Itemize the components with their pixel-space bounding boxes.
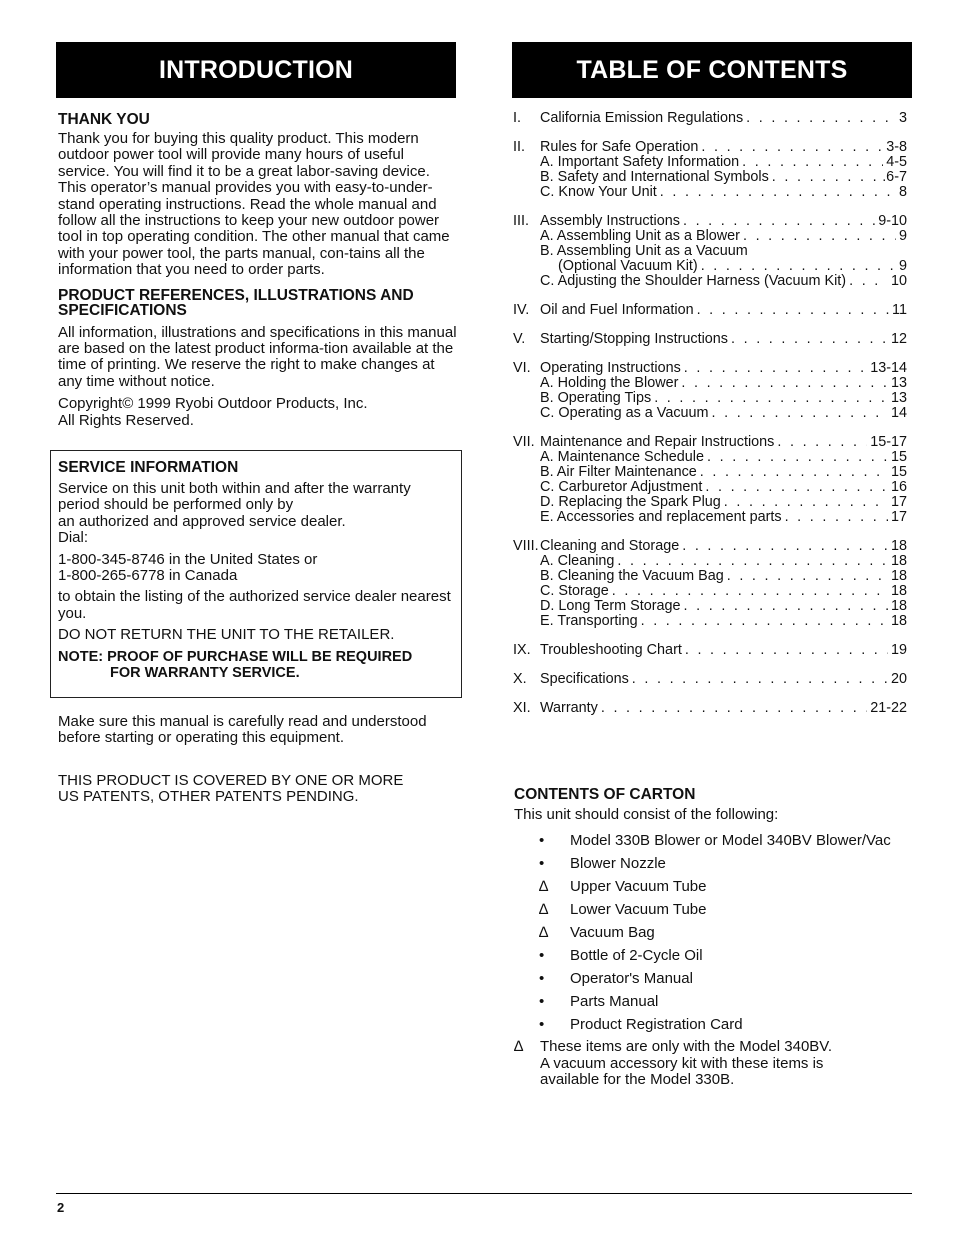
toc-subentry-label: D. Long Term Storage xyxy=(540,598,681,614)
toc-entry-label: Troubleshooting Chart xyxy=(540,642,682,658)
page-number: 2 xyxy=(57,1200,65,1215)
toc-leader-dots xyxy=(727,569,888,584)
toc-subentry-label: B. Assembling Unit as a Vacuum xyxy=(540,243,748,259)
toc-subentry-page: 14 xyxy=(890,405,907,421)
toc-leader-dots xyxy=(684,361,867,376)
introduction-banner: INTRODUCTION xyxy=(56,42,456,98)
toc-entry-page: 3-8 xyxy=(886,139,907,155)
toc-subentry-page: 15 xyxy=(890,449,907,465)
service-phones: 1-800-345-8746 in the United States or 1-800-265-6778 in Canada xyxy=(58,550,318,585)
carton-item xyxy=(514,852,914,875)
toc-subentry xyxy=(513,244,907,259)
bullet-icon: • xyxy=(539,831,545,849)
toc-subentry-page: 4-5 xyxy=(886,154,907,170)
bullet-icon: • xyxy=(539,969,545,987)
toc-subentry-label: A. Maintenance Schedule xyxy=(540,449,705,465)
toc-subentry-label: (Optional Vacuum Kit) xyxy=(558,258,698,274)
toc-leader-dots xyxy=(683,214,875,229)
do-not-return-text: DO NOT RETURN THE UNIT TO THE RETAILER. xyxy=(58,626,395,644)
carton-item-text: Bottle of 2-Cycle Oil xyxy=(570,946,703,964)
table-of-contents-list xyxy=(513,111,907,730)
toc-entry xyxy=(513,111,907,126)
toc-subentry-label: A. Assembling Unit as a Blower xyxy=(540,228,740,244)
toc-subentry xyxy=(513,495,907,510)
toc-entry-label: Cleaning and Storage xyxy=(540,538,680,554)
toc-subentry-label: B. Cleaning the Vacuum Bag xyxy=(540,568,724,584)
toc-subentry-page: 18 xyxy=(890,553,907,569)
carton-footnote xyxy=(514,1039,914,1088)
thank-you-heading: THANK YOU xyxy=(58,111,150,128)
carton-item-text: Product Registration Card xyxy=(570,1015,743,1033)
toc-entry-number: II. xyxy=(513,139,525,155)
service-heading: SERVICE INFORMATION xyxy=(58,459,239,476)
toc-leader-dots xyxy=(697,303,889,318)
contents-of-carton xyxy=(514,787,914,1089)
toc-leader-dots xyxy=(701,259,896,274)
toc-subentry xyxy=(513,170,907,185)
toc-subentry-page: 17 xyxy=(890,509,907,525)
carton-item xyxy=(514,944,914,967)
toc-subentry-page: 9 xyxy=(898,258,907,274)
toc-leader-dots xyxy=(742,155,883,170)
toc-subentry-label: B. Operating Tips xyxy=(540,390,652,406)
carton-footnote-text: These items are only with the Model 340BV. A vacuum accessory kit with these items is available for the Model 330B. xyxy=(540,1038,833,1089)
copyright-text: Copyright© 1999 Ryobi Outdoor Products, Inc. All Rights Reserved. xyxy=(58,395,368,429)
toc-subentry-page: 10 xyxy=(890,273,907,289)
toc-entry-number: IV. xyxy=(513,302,530,318)
toc-subentry-label: C. Carburetor Adjustment xyxy=(540,479,703,495)
carton-item xyxy=(514,967,914,990)
delta-icon: ∆ xyxy=(539,923,549,941)
toc-entry xyxy=(513,701,907,716)
carton-item xyxy=(514,1013,914,1036)
toc-leader-dots xyxy=(712,406,888,421)
toc-subentry xyxy=(513,259,907,274)
toc-subentry xyxy=(513,406,907,421)
toc-section xyxy=(513,332,907,347)
toc-subentry-label: C. Adjusting the Shoulder Harness (Vacuum Kit) xyxy=(540,273,847,289)
toc-leader-dots xyxy=(777,435,867,450)
toc-leader-dots xyxy=(682,539,888,554)
carton-item-text: Parts Manual xyxy=(570,992,659,1010)
toc-subentry-label: D. Replacing the Spark Plug xyxy=(540,494,721,510)
warranty-note-line1: NOTE: PROOF OF PURCHASE WILL BE REQUIRED xyxy=(58,648,413,665)
toc-entry xyxy=(513,643,907,658)
toc-entry xyxy=(513,435,907,450)
carton-item-text: Operator's Manual xyxy=(570,969,693,987)
toc-subentry-label: B. Safety and International Symbols xyxy=(540,169,769,185)
toc-leader-dots xyxy=(701,140,883,155)
toc-entry-page: 11 xyxy=(892,302,907,318)
read-manual-text: Make sure this manual is carefully read and understood before starting or operating this equipment. xyxy=(58,713,427,747)
toc-subentry-label: E. Accessories and replacement parts xyxy=(540,509,782,525)
toc-entry-label: California Emission Regulations xyxy=(540,110,744,126)
toc-subentry-page: 15 xyxy=(890,464,907,480)
toc-leader-dots xyxy=(700,465,888,480)
toc-section xyxy=(513,672,907,687)
carton-intro: This unit should consist of the following: xyxy=(514,806,779,823)
bullet-icon: • xyxy=(539,992,545,1010)
toc-leader-dots xyxy=(707,450,888,465)
toc-entry xyxy=(513,539,907,554)
warranty-note xyxy=(58,649,454,682)
toc-entry xyxy=(513,214,907,229)
toc-subentry-page: 18 xyxy=(890,613,907,629)
toc-subentry xyxy=(513,155,907,170)
toc-entry-number: VIII. xyxy=(513,538,539,554)
toc-entry-label: Warranty xyxy=(540,700,598,716)
toc-subentry-label: E. Transporting xyxy=(540,613,638,629)
toc-entry-label: Operating Instructions xyxy=(540,360,681,376)
toc-leader-dots xyxy=(731,332,888,347)
toc-subentry xyxy=(513,480,907,495)
toc-entry xyxy=(513,332,907,347)
toc-leader-dots xyxy=(641,614,888,629)
toc-entry-page: 20 xyxy=(890,671,907,687)
references-body: All information, illustrations and specifications in this manual are based on the latest product informa-tion available at the time of printing. We reserve the right to make changes at any time without notice. xyxy=(58,323,457,390)
delta-icon: ∆ xyxy=(514,1038,524,1056)
toc-subentry-label: C. Storage xyxy=(540,583,609,599)
toc-entry-number: III. xyxy=(513,213,529,229)
carton-item-text: Vacuum Bag xyxy=(570,923,655,941)
toc-subentry xyxy=(513,229,907,244)
carton-item xyxy=(514,829,914,852)
toc-subentry-label: A. Cleaning xyxy=(540,553,615,569)
toc-entry-page: 13-14 xyxy=(870,360,907,376)
carton-item xyxy=(514,898,914,921)
toc-entry-number: XI. xyxy=(513,700,531,716)
toc-subentry-page: 8 xyxy=(898,184,907,200)
carton-item xyxy=(514,875,914,898)
toc-leader-dots xyxy=(660,185,896,200)
toc-subentry-page: 17 xyxy=(890,494,907,510)
service-listing: to obtain the listing of the authorized service dealer nearest you. xyxy=(58,588,451,622)
toc-subentry-page: 9 xyxy=(898,228,907,244)
toc-leader-dots xyxy=(724,495,888,510)
toc-entry xyxy=(513,361,907,376)
toc-leader-dots xyxy=(705,480,888,495)
toc-subentry xyxy=(513,274,907,289)
delta-icon: ∆ xyxy=(539,877,549,895)
toc-entry-page: 15-17 xyxy=(870,434,907,450)
toc-section xyxy=(513,701,907,716)
toc-section xyxy=(513,140,907,200)
toc-entry-label: Maintenance and Repair Instructions xyxy=(540,434,775,450)
toc-subentry-page: 18 xyxy=(890,568,907,584)
patents-text: THIS PRODUCT IS COVERED BY ONE OR MORE US PATENTS, OTHER PATENTS PENDING. xyxy=(58,772,404,806)
toc-subentry xyxy=(513,614,907,629)
toc-subentry-label: A. Important Safety Information xyxy=(540,154,740,170)
toc-entry-number: VI. xyxy=(513,360,531,376)
toc-leader-dots xyxy=(681,376,888,391)
toc-section xyxy=(513,539,907,629)
toc-entry-number: IX. xyxy=(513,642,531,658)
carton-item-text: Lower Vacuum Tube xyxy=(570,900,707,918)
service-body: Service on this unit both within and after the warranty period should be performed only by an authorized and approved service dealer. Dial: xyxy=(58,480,411,547)
toc-entry-page: 18 xyxy=(890,538,907,554)
toc-leader-dots xyxy=(849,274,888,289)
toc-leader-dots xyxy=(612,584,888,599)
carton-heading: CONTENTS OF CARTON xyxy=(514,786,696,803)
toc-entry-label: Oil and Fuel Information xyxy=(540,302,694,318)
bullet-icon: • xyxy=(539,854,545,872)
footer-divider xyxy=(56,1193,912,1194)
toc-subentry-label: C. Operating as a Vacuum xyxy=(540,405,709,421)
toc-section xyxy=(513,214,907,289)
toc-leader-dots xyxy=(654,391,888,406)
bullet-icon: • xyxy=(539,946,545,964)
toc-subentry-page: 13 xyxy=(890,375,907,391)
toc-subentry xyxy=(513,584,907,599)
toc-leader-dots xyxy=(746,111,896,126)
toc-entry xyxy=(513,140,907,155)
delta-icon: ∆ xyxy=(539,900,549,918)
toc-subentry-label: A. Holding the Blower xyxy=(540,375,679,391)
toc-entry-label: Assembly Instructions xyxy=(540,213,680,229)
toc-leader-dots xyxy=(743,229,896,244)
toc-subentry-label: B. Air Filter Maintenance xyxy=(540,464,697,480)
warranty-note-line2: FOR WARRANTY SERVICE. xyxy=(110,665,300,682)
service-information-box xyxy=(50,450,462,698)
carton-item-text: Model 330B Blower or Model 340BV Blower/Vac xyxy=(570,831,891,849)
toc-entry-page: 21-22 xyxy=(870,700,907,716)
table-of-contents-banner: TABLE OF CONTENTS xyxy=(512,42,912,98)
toc-subentry xyxy=(513,450,907,465)
toc-leader-dots xyxy=(601,701,867,716)
toc-section xyxy=(513,361,907,421)
toc-entry-page: 12 xyxy=(890,331,907,347)
toc-entry-number: I. xyxy=(513,110,521,126)
toc-subentry xyxy=(513,185,907,200)
carton-item-text: Blower Nozzle xyxy=(570,854,666,872)
toc-subentry xyxy=(513,510,907,525)
toc-subentry xyxy=(513,569,907,584)
toc-entry-page: 19 xyxy=(890,642,907,658)
thank-you-body: Thank you for buying this quality product. This modern outdoor power tool will provide many hours of useful service. You will find it to be a great labor-saving device. This operator’s manual provides you with easy-to-under-stand operating instructions. Read the whole manual and follow all the instructions to keep your new outdoor power tool in top operating condition. The other manual that came with your power tool, the parts manual, con-tains all the information that you need to order parts. xyxy=(58,130,450,279)
toc-entry-number: V. xyxy=(513,331,526,347)
introduction-column xyxy=(58,112,458,435)
toc-subentry xyxy=(513,554,907,569)
toc-entry-number: VII. xyxy=(513,434,535,450)
toc-entry xyxy=(513,303,907,318)
toc-entry-number: X. xyxy=(513,671,527,687)
toc-subentry-page: 13 xyxy=(890,390,907,406)
toc-subentry xyxy=(513,391,907,406)
toc-subentry xyxy=(513,599,907,614)
toc-subentry-page: 18 xyxy=(890,583,907,599)
toc-entry-page: 3 xyxy=(898,110,907,126)
toc-section xyxy=(513,111,907,126)
toc-subentry-label: C. Know Your Unit xyxy=(540,184,657,200)
carton-item xyxy=(514,921,914,944)
references-heading: PRODUCT REFERENCES, ILLUSTRATIONS AND SPECIFICATIONS xyxy=(58,286,414,319)
toc-leader-dots xyxy=(772,170,879,185)
toc-leader-dots xyxy=(684,599,888,614)
toc-subentry-page: 18 xyxy=(890,598,907,614)
toc-leader-dots xyxy=(685,643,888,658)
toc-subentry-page: .6-7 xyxy=(882,169,907,185)
carton-item-text: Upper Vacuum Tube xyxy=(570,877,707,895)
toc-leader-dots xyxy=(617,554,888,569)
toc-section xyxy=(513,435,907,525)
toc-subentry xyxy=(513,465,907,480)
toc-entry-page: 9-10 xyxy=(878,213,907,229)
toc-entry-label: Rules for Safe Operation xyxy=(540,139,699,155)
toc-leader-dots xyxy=(785,510,888,525)
toc-section xyxy=(513,643,907,658)
bullet-icon: • xyxy=(539,1015,545,1033)
toc-subentry xyxy=(513,376,907,391)
toc-entry-label: Starting/Stopping Instructions xyxy=(540,331,728,347)
toc-entry-label: Specifications xyxy=(540,671,629,687)
toc-section xyxy=(513,303,907,318)
carton-item xyxy=(514,990,914,1013)
carton-items-list xyxy=(514,829,914,1036)
toc-leader-dots xyxy=(632,672,888,687)
toc-subentry-page: 16 xyxy=(890,479,907,495)
toc-entry xyxy=(513,672,907,687)
